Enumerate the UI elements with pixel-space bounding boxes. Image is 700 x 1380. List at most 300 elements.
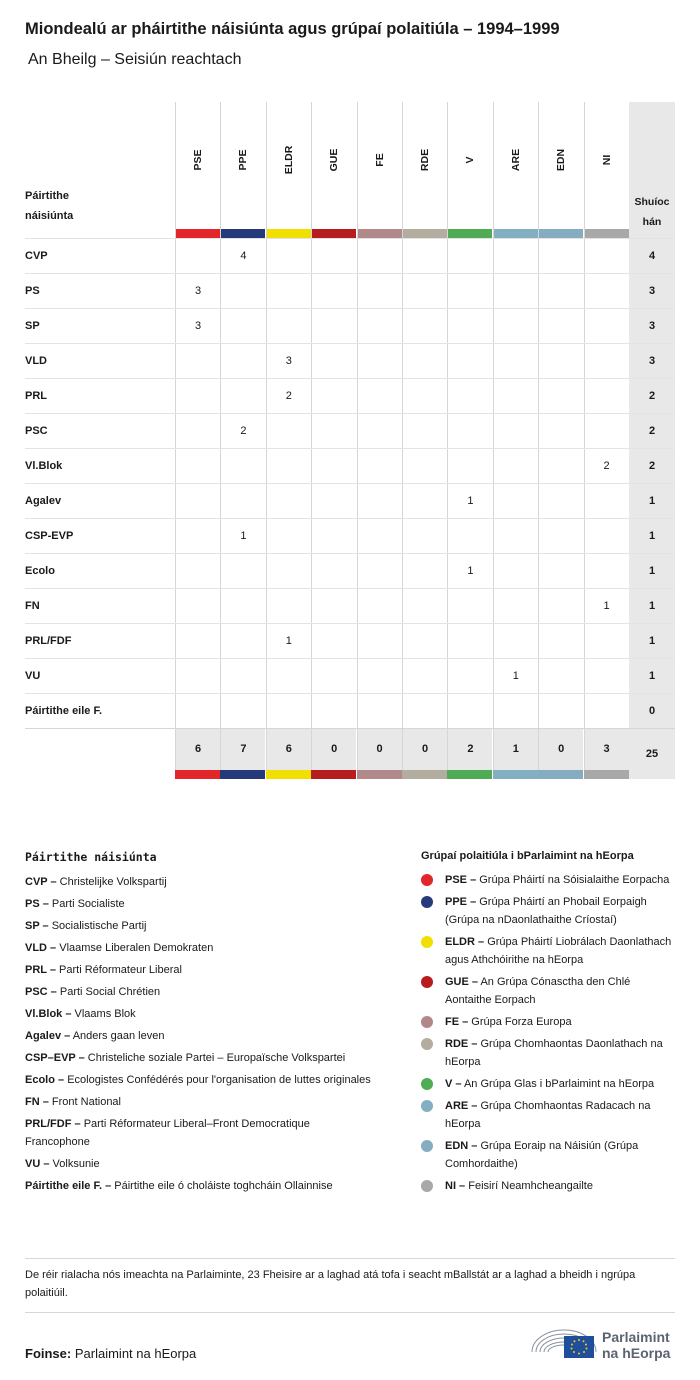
seat-cell: 2	[584, 449, 629, 483]
seat-cell	[402, 274, 447, 308]
party-abbr: Ecolo –	[25, 1074, 65, 1086]
group-abbr: ELDR –	[445, 936, 485, 948]
source-label: Foinse:	[25, 1346, 72, 1361]
party-full-name: Parti Réformateur Liberal–Front Democratique Francophone	[25, 1118, 310, 1148]
group-color-bar	[358, 229, 402, 238]
table-row	[25, 448, 675, 483]
group-legend-item	[421, 893, 675, 929]
party-legend-item	[25, 1027, 375, 1045]
party-name: SP	[25, 320, 40, 332]
table-row	[25, 308, 675, 343]
row-total: 1	[629, 554, 675, 588]
group-full-name: Grúpa Forza Europa	[471, 1016, 572, 1028]
party-full-name: Parti Réformateur Liberal	[59, 964, 182, 976]
party-abbr: Vl.Blok –	[25, 1008, 72, 1020]
row-total: 1	[629, 519, 675, 553]
group-legend-item	[421, 933, 675, 969]
page-title: Miondealú ar pháirtithe náisiúnta agus grúpaí polaitiúla – 1994–1999	[25, 20, 560, 38]
seat-cell	[311, 379, 356, 413]
source-value: Parlaimint na hEorpa	[74, 1346, 197, 1361]
seat-cell	[493, 414, 538, 448]
column-total: 0	[538, 729, 583, 770]
seat-cell	[220, 449, 265, 483]
seat-cell: 1	[220, 519, 265, 553]
seat-cell	[175, 484, 220, 518]
party-name: Ecolo	[25, 565, 55, 577]
seat-cell	[493, 239, 538, 273]
seat-cell	[175, 624, 220, 658]
seat-cell	[220, 484, 265, 518]
seat-cell	[584, 694, 629, 728]
column-total: 0	[311, 729, 356, 770]
group-legend-item	[421, 1035, 675, 1071]
source-line	[25, 1346, 196, 1361]
party-abbr: VU –	[25, 1158, 50, 1170]
group-color-dot	[421, 1078, 433, 1090]
seat-cell	[447, 309, 492, 343]
party-full-name: Parti Social Chrétien	[59, 986, 161, 998]
column-header-label: NI	[600, 154, 613, 166]
seat-cell	[311, 449, 356, 483]
seat-cell	[584, 379, 629, 413]
party-full-name: Parti Socialiste	[51, 898, 125, 910]
group-legend-item	[421, 1137, 675, 1173]
column-header-label: GUE	[328, 148, 341, 172]
seat-cell: 2	[266, 379, 311, 413]
seat-cell	[493, 309, 538, 343]
group-legend-item	[421, 973, 675, 1009]
seat-cell	[447, 589, 492, 623]
seat-cell	[266, 309, 311, 343]
seat-cell	[311, 519, 356, 553]
group-legend-title: Grúpaí polaitiúla i bParlaimint na hEorpa	[421, 850, 634, 862]
seat-cell	[447, 239, 492, 273]
seat-cell	[402, 344, 447, 378]
seat-cell	[220, 624, 265, 658]
seat-cell	[402, 554, 447, 588]
seat-cell	[175, 694, 220, 728]
seat-cell	[357, 414, 402, 448]
party-full-name: Front National	[51, 1096, 121, 1108]
seat-cell	[175, 449, 220, 483]
logo-line-2: na hEorpa	[602, 1345, 671, 1361]
seat-cell	[447, 344, 492, 378]
seat-cell	[584, 309, 629, 343]
column-header-label: EDN	[555, 148, 568, 172]
party-name: Páirtithe eile F.	[25, 705, 103, 717]
party-name: Vl.Blok	[25, 460, 63, 472]
seat-cell	[538, 624, 583, 658]
seat-cell	[584, 659, 629, 693]
seat-cell	[493, 344, 538, 378]
party-name: CSP-EVP	[25, 530, 74, 542]
seat-cell	[493, 379, 538, 413]
party-full-name: Volksunie	[52, 1158, 100, 1170]
party-abbr: PRL –	[25, 964, 56, 976]
seat-cell	[493, 519, 538, 553]
group-abbr: GUE –	[445, 976, 479, 988]
seat-cell	[584, 624, 629, 658]
seat-cell: 1	[447, 554, 492, 588]
table-row	[25, 623, 675, 658]
party-abbr: SP –	[25, 920, 49, 932]
column-total: 2	[447, 729, 492, 770]
group-full-name: Grúpa Eoraip na Náisiún (Grúpa Comhordaithe)	[445, 1140, 639, 1170]
column-header-label: FE	[373, 153, 386, 167]
party-name: CVP	[25, 250, 48, 262]
party-abbr: PS –	[25, 898, 49, 910]
seat-cell	[357, 589, 402, 623]
group-color-bar	[448, 229, 492, 238]
group-color-dot	[421, 976, 433, 988]
seat-cell: 1	[493, 659, 538, 693]
party-abbr: CVP –	[25, 876, 57, 888]
party-legend-list	[25, 873, 375, 1195]
seat-cell	[175, 554, 220, 588]
party-legend-item	[25, 983, 375, 1001]
party-legend-item	[25, 895, 375, 913]
table-row	[25, 238, 675, 273]
seat-cell	[266, 274, 311, 308]
party-legend-item	[25, 961, 375, 979]
seat-cell	[447, 624, 492, 658]
group-legend-item	[421, 1075, 675, 1093]
group-color-dot	[421, 1016, 433, 1028]
seat-cell	[266, 519, 311, 553]
european-parliament-logo	[530, 1322, 680, 1362]
seat-cell	[357, 659, 402, 693]
party-name: PSC	[25, 425, 48, 437]
group-legend-item	[421, 1013, 675, 1031]
seat-cell	[357, 694, 402, 728]
seat-cell	[220, 379, 265, 413]
group-full-name: Feisirí Neamhcheangailte	[468, 1180, 593, 1192]
party-legend-item	[25, 1071, 375, 1089]
seat-cell	[266, 659, 311, 693]
table-row	[25, 483, 675, 518]
seat-cell	[447, 519, 492, 553]
party-abbr: FN –	[25, 1096, 49, 1108]
party-legend-item	[25, 917, 375, 935]
party-name: Agalev	[25, 495, 62, 507]
table-row	[25, 343, 675, 378]
seat-cell	[357, 379, 402, 413]
group-color-dot	[421, 1038, 433, 1050]
group-color-bar	[539, 229, 583, 238]
group-color-bar	[538, 770, 583, 779]
party-full-name: Ecologistes Confédérés pour l'organisation de luttes originales	[67, 1074, 371, 1086]
seat-cell	[311, 554, 356, 588]
logo-text	[602, 1329, 670, 1361]
seat-cell	[175, 589, 220, 623]
group-color-bar	[267, 229, 311, 238]
column-header-ni	[584, 102, 629, 238]
seat-cell	[402, 624, 447, 658]
table-row	[25, 553, 675, 588]
seat-cell	[447, 694, 492, 728]
seat-cell	[357, 239, 402, 273]
row-total: 2	[629, 449, 675, 483]
seat-cell	[357, 519, 402, 553]
seat-cell	[311, 694, 356, 728]
table-header-row	[25, 102, 675, 238]
seat-cell	[493, 484, 538, 518]
seat-cell	[220, 589, 265, 623]
seat-cell: 1	[447, 484, 492, 518]
seat-cell	[220, 659, 265, 693]
seat-cell	[447, 274, 492, 308]
seat-cell	[220, 554, 265, 588]
party-full-name: Christeliche soziale Partei – Europaïsche Volkspartei	[87, 1052, 346, 1064]
seat-cell	[538, 449, 583, 483]
group-color-bar	[493, 770, 538, 779]
group-legend-list	[421, 871, 675, 1195]
party-full-name: Christelijke Volkspartij	[59, 876, 167, 888]
table-row	[25, 693, 675, 728]
group-abbr: PPE –	[445, 896, 477, 908]
seat-cell	[175, 414, 220, 448]
seat-cell	[311, 659, 356, 693]
seat-cell	[220, 274, 265, 308]
group-color-dot	[421, 1100, 433, 1112]
seat-cell	[493, 274, 538, 308]
party-legend-item	[25, 873, 375, 891]
group-color-bar	[447, 770, 492, 779]
row-total: 3	[629, 274, 675, 308]
group-color-dot	[421, 1180, 433, 1192]
seat-cell	[220, 694, 265, 728]
seat-cell	[538, 239, 583, 273]
table-body	[25, 238, 675, 728]
row-total: 3	[629, 309, 675, 343]
column-header-label: ARE	[509, 148, 522, 172]
column-header-gue	[311, 102, 356, 238]
group-color-bar	[312, 229, 356, 238]
seat-cell	[311, 239, 356, 273]
group-abbr: PSE –	[445, 874, 477, 886]
page-subtitle: An Bheilg – Seisiún reachtach	[28, 51, 242, 68]
group-legend	[421, 850, 675, 1199]
column-header-rde	[402, 102, 447, 238]
group-abbr: FE –	[445, 1016, 469, 1028]
group-color-bar	[176, 229, 220, 238]
seat-cell	[447, 449, 492, 483]
group-color-bar	[266, 770, 311, 779]
seat-cell	[402, 239, 447, 273]
party-full-name: Vlaamse Liberalen Demokraten	[59, 942, 214, 954]
group-abbr: V –	[445, 1078, 462, 1090]
column-header-label: PSE	[192, 149, 204, 171]
seat-cell	[175, 379, 220, 413]
seat-cell	[538, 379, 583, 413]
column-header-edn	[538, 102, 583, 238]
seat-cell	[493, 554, 538, 588]
group-full-name: An Grúpa Glas i bParlaimint na hEorpa	[463, 1078, 655, 1090]
row-total: 0	[629, 694, 675, 728]
group-color-bar	[357, 770, 402, 779]
party-legend-item	[25, 1177, 375, 1195]
column-header-fe	[357, 102, 402, 238]
party-legend-item	[25, 939, 375, 957]
total-column-header	[629, 102, 675, 238]
column-header-pse	[175, 102, 220, 238]
seat-cell	[538, 554, 583, 588]
party-legend-title: Páirtithe náisiúnta	[25, 850, 157, 864]
seat-cell	[538, 659, 583, 693]
seat-cell	[584, 484, 629, 518]
seat-cell	[266, 694, 311, 728]
seat-cell	[402, 379, 447, 413]
hemicycle-icon	[530, 1322, 598, 1362]
seat-cell: 3	[175, 274, 220, 308]
seat-cell	[402, 519, 447, 553]
party-full-name: Vlaams Blok	[74, 1008, 136, 1020]
table-row	[25, 518, 675, 553]
seat-cell	[584, 554, 629, 588]
seat-cell	[311, 624, 356, 658]
row-total: 3	[629, 344, 675, 378]
group-color-bar	[311, 770, 356, 779]
party-full-name: Socialistische Partij	[51, 920, 147, 932]
seat-cell	[311, 414, 356, 448]
party-abbr: PSC –	[25, 986, 57, 998]
row-total: 2	[629, 414, 675, 448]
seat-cell	[538, 414, 583, 448]
seat-cell	[493, 624, 538, 658]
party-legend-item	[25, 1093, 375, 1111]
seat-cell: 4	[220, 239, 265, 273]
seat-cell	[266, 449, 311, 483]
column-header-ppe	[220, 102, 265, 238]
table-row	[25, 378, 675, 413]
party-abbr: Agalev –	[25, 1030, 71, 1042]
seat-cell	[311, 589, 356, 623]
seat-cell	[447, 659, 492, 693]
seat-cell	[402, 694, 447, 728]
column-total: 1	[493, 729, 538, 770]
row-total: 2	[629, 379, 675, 413]
party-abbr: VLD –	[25, 942, 57, 954]
seat-cell	[220, 344, 265, 378]
table-row	[25, 658, 675, 693]
seat-cell	[311, 309, 356, 343]
group-abbr: ARE –	[445, 1100, 478, 1112]
party-name: VLD	[25, 355, 47, 367]
row-total: 1	[629, 624, 675, 658]
seat-cell	[220, 309, 265, 343]
seat-cell	[175, 344, 220, 378]
group-color-bar	[403, 229, 447, 238]
column-total: 6	[175, 729, 220, 770]
column-total: 0	[357, 729, 402, 770]
group-full-name: Grúpa Chomhaontas Daonlathach na hEorpa	[445, 1038, 663, 1068]
seat-cell	[447, 379, 492, 413]
party-full-name: Páirtithe eile ó choláiste toghcháin Ollainnise	[114, 1180, 333, 1192]
column-header-label: V	[464, 156, 477, 164]
party-name: PRL/FDF	[25, 635, 72, 647]
column-total: 7	[220, 729, 265, 770]
seat-cell	[311, 274, 356, 308]
party-name: FN	[25, 600, 40, 612]
seat-cell	[357, 624, 402, 658]
seat-cell	[584, 239, 629, 273]
group-legend-item	[421, 1097, 675, 1133]
group-color-bar	[220, 770, 265, 779]
party-name: PRL	[25, 390, 47, 402]
group-color-dot	[421, 1140, 433, 1152]
seat-cell	[538, 274, 583, 308]
seat-cell	[402, 589, 447, 623]
seat-cell	[311, 484, 356, 518]
seat-cell: 1	[584, 589, 629, 623]
seat-cell	[266, 484, 311, 518]
seat-cell	[584, 274, 629, 308]
row-total: 1	[629, 659, 675, 693]
seat-cell	[357, 449, 402, 483]
group-color-dot	[421, 936, 433, 948]
party-full-name: Anders gaan leven	[72, 1030, 165, 1042]
footnote: De réir rialacha nós imeachta na Parlaiminte, 23 Fheisire ar a laghad atá tofa i seacht mBallstát ar a laghad a bheidh i ngrúpa polaitiúil.	[25, 1269, 636, 1299]
seat-cell	[357, 554, 402, 588]
column-totals-row	[25, 728, 675, 779]
column-header-eldr	[266, 102, 311, 238]
seat-cell	[538, 309, 583, 343]
row-total: 4	[629, 239, 675, 273]
seat-cell: 2	[220, 414, 265, 448]
group-color-dot	[421, 874, 433, 886]
seat-cell	[402, 659, 447, 693]
group-legend-item	[421, 1177, 675, 1195]
seat-cell	[538, 519, 583, 553]
seat-cell	[402, 449, 447, 483]
table-row	[25, 273, 675, 308]
column-total: 3	[584, 729, 629, 770]
seat-cell	[357, 309, 402, 343]
party-abbr: CSP–EVP –	[25, 1052, 85, 1064]
group-full-name: Grúpa Pháirtí an Phobail Eorpaigh (Grúpa na nDaonlathaithe Críostaí)	[445, 896, 647, 926]
divider	[25, 1312, 675, 1313]
party-abbr: PRL/FDF –	[25, 1118, 81, 1130]
group-abbr: NI –	[445, 1180, 466, 1192]
seat-cell	[175, 519, 220, 553]
party-legend-item	[25, 1049, 375, 1067]
seat-cell	[538, 484, 583, 518]
total-header-label: Shuíochán	[634, 196, 670, 228]
seat-table	[25, 102, 675, 779]
party-legend-item	[25, 1115, 375, 1151]
seat-cell	[266, 589, 311, 623]
seat-cell	[538, 344, 583, 378]
group-color-bar	[175, 770, 220, 779]
seat-cell	[493, 694, 538, 728]
party-name: VU	[25, 670, 41, 682]
group-abbr: EDN –	[445, 1140, 478, 1152]
seat-cell	[266, 554, 311, 588]
logo-line-1: Parlaimint	[602, 1329, 670, 1345]
column-header-are	[493, 102, 538, 238]
group-abbr: RDE –	[445, 1038, 478, 1050]
seat-cell	[357, 344, 402, 378]
row-total: 1	[629, 484, 675, 518]
seat-cell	[584, 414, 629, 448]
seat-cell: 1	[266, 624, 311, 658]
party-abbr: Páirtithe eile F. –	[25, 1180, 112, 1192]
group-full-name: Grúpa Pháirtí na Sóisialaithe Eorpacha	[479, 874, 670, 886]
party-name: PS	[25, 285, 40, 297]
seat-cell	[266, 414, 311, 448]
seat-cell	[493, 449, 538, 483]
party-legend	[25, 850, 375, 1199]
